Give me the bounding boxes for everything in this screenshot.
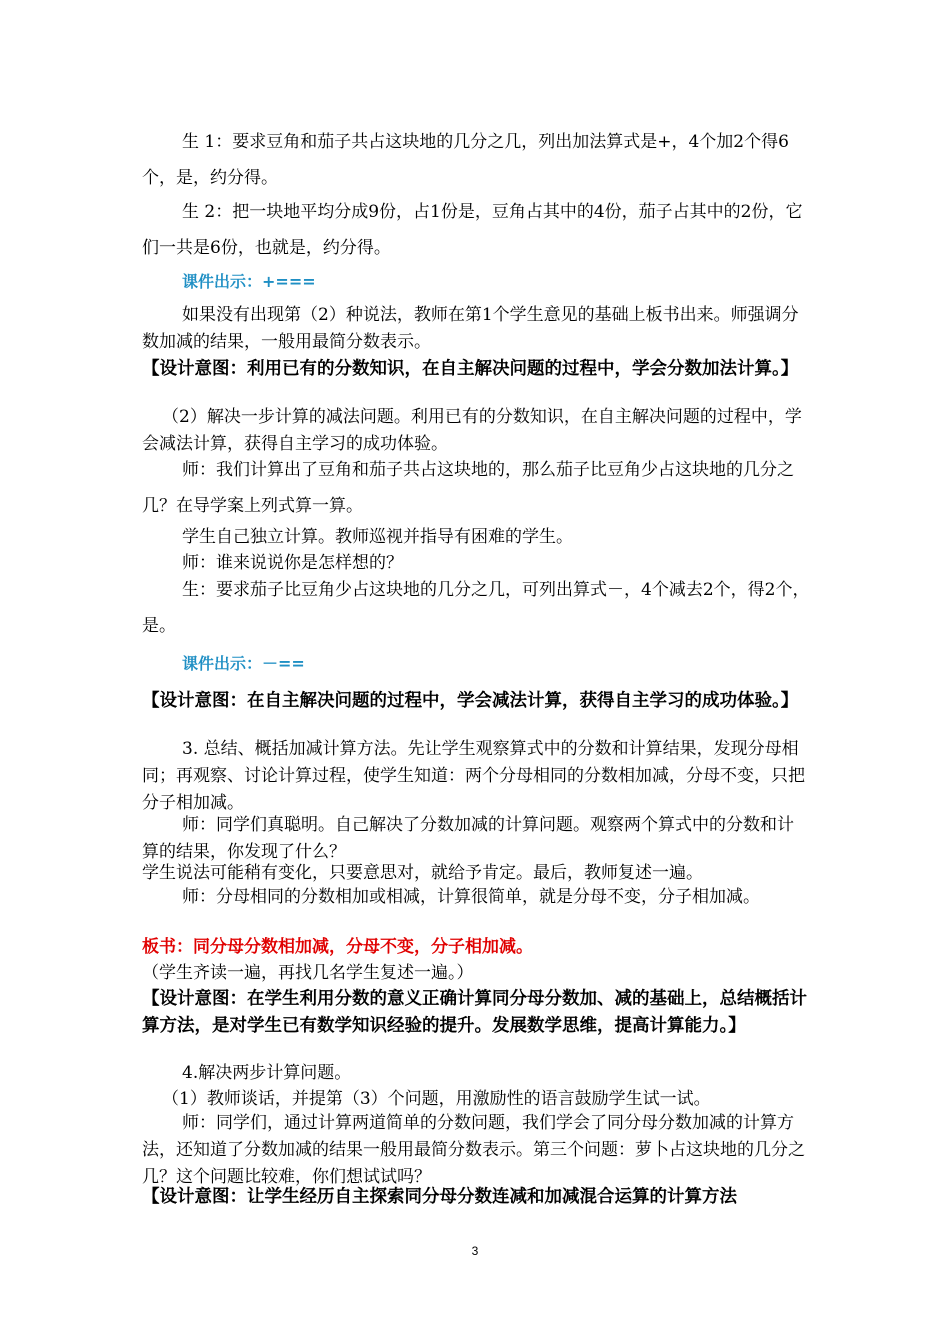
teacher-question-2: 师：谁来说说你是怎样想的？ bbox=[182, 553, 403, 573]
student1-answer: 生 1：要求豆角和茄子共占这块地的几分之几，列出加法算式是+，4个加2个得6个，是，约分得。 bbox=[142, 132, 789, 188]
summary-method-paragraph: 3. 总结、概括加减计算方法。先让学生观察算式中的分数和计算结果，发现分母相同；再观察、讨论计算过程，使学生知道：两个分母相同的分数相加减，分母不变，只把分子相加减。 bbox=[142, 739, 805, 813]
students-read-aloud: （学生齐读一遍，再找几名学生复述一遍。） bbox=[142, 963, 474, 983]
design-intent-2: 【设计意图：在自主解决问题的过程中，学会减法计算，获得自主学习的成功体验。】 bbox=[142, 691, 799, 711]
teacher-praise: 师：同学们真聪明。自己解决了分数加减的计算问题。观察两个算式中的分数和计算的结果，你发现了什么？ bbox=[142, 815, 794, 862]
design-intent-4: 【设计意图：让学生经历自主探索同分母分数连减和加减混合运算的计算方法 bbox=[142, 1187, 737, 1207]
teacher-question-1: 师：我们计算出了豆角和茄子共占这块地的，那么茄子比豆角少占这块地的几分之几？在导学案上列式算一算。 bbox=[142, 460, 794, 516]
student-answer-variation: 学生说法可能稍有变化，只要意思对，就给予肯定。最后，教师复述一遍。 bbox=[142, 863, 703, 883]
student-independent-calc: 学生自己独立计算。教师巡视并指导有困难的学生。 bbox=[182, 527, 573, 547]
page-number: 3 bbox=[471, 1244, 479, 1258]
blackboard-writing: 板书：同分母分数相加减，分母不变，分子相加减。 bbox=[142, 937, 533, 957]
design-intent-3: 【设计意图：在学生利用分数的意义正确计算同分母分数加、减的基础上，总结概括计算方法，是对学生已有数学知识经验的提升。发展数学思维，提高计算能力。】 bbox=[142, 989, 807, 1036]
teacher-summary: 师：分母相同的分数相加或相减，计算很简单，就是分母不变，分子相加减。 bbox=[182, 887, 760, 907]
two-step-problem-heading: 4.解决两步计算问题。 bbox=[182, 1063, 352, 1083]
teacher-third-question: 师：同学们，通过计算两道简单的分数问题，我们学会了同分母分数加减的计算方法，还知道了分数加减的结果一般用最简分数表示。第三个问题：萝卜占这块地的几分之几？这个问题比较难，你们想试试吗？ bbox=[142, 1113, 805, 1187]
teacher-note-paragraph: 如果没有出现第（2）种说法，教师在第1个学生意见的基础上板书出来。师强调分数加减的结果，一般用最简分数表示。 bbox=[142, 305, 799, 352]
student2-answer: 生 2：把一块地平均分成9份，占1份是，豆角占其中的4份，茄子占其中的2份，它们一共是6份，也就是，约分得。 bbox=[142, 202, 803, 258]
student-subtraction-answer: 生：要求茄子比豆角少占这块地的几分之几，可列出算式－，4个减去2个，得2个，是。 bbox=[142, 580, 810, 636]
design-intent-1: 【设计意图：利用已有的分数知识，在自主解决问题的过程中，学会分数加法计算。】 bbox=[142, 359, 799, 379]
courseware-display-addition: 课件出示：+=== bbox=[182, 272, 316, 291]
subtraction-problem-heading: （2）解决一步计算的减法问题。利用已有的分数知识，在自主解决问题的过程中，学会减法计算，获得自主学习的成功体验。 bbox=[142, 407, 802, 454]
courseware-display-subtraction: 课件出示：－== bbox=[182, 654, 305, 673]
teacher-talk-step: （1）教师谈话，并提第（3）个问题，用激励性的语言鼓励学生试一试。 bbox=[162, 1089, 711, 1109]
